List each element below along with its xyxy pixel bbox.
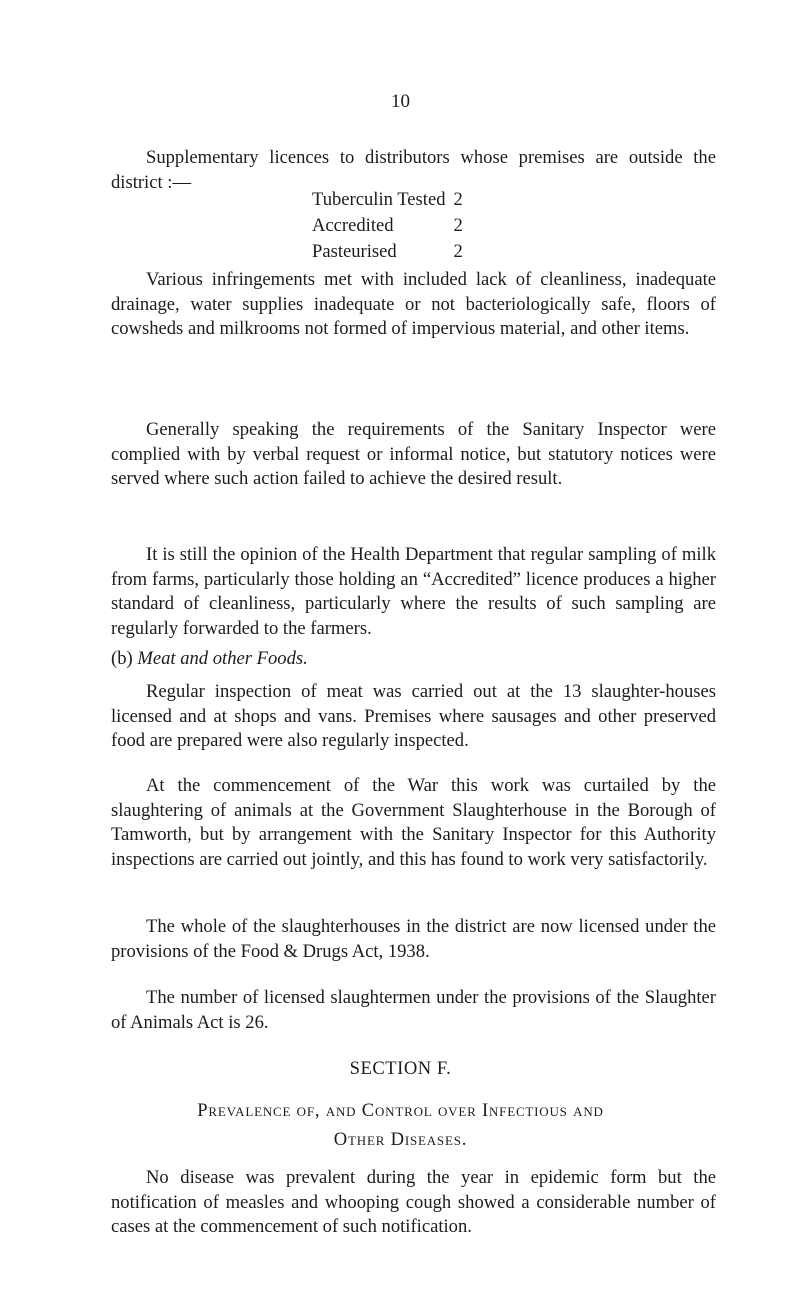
licence-table bbox=[312, 189, 463, 267]
licence-count: 2 bbox=[453, 241, 463, 262]
meat-paragraph-slaughtermen bbox=[111, 986, 716, 1035]
meat-heading-title: Meat and other Foods. bbox=[137, 648, 308, 669]
licence-label: Pasteurised bbox=[312, 241, 397, 262]
milk-paragraph-sampling bbox=[111, 543, 716, 641]
milk-paragraph-requirements bbox=[111, 418, 716, 492]
paragraph: The whole of the slaughterhouses in the district are now licensed under the provisions of the Food & Drugs Act, 1938. bbox=[111, 916, 716, 962]
licence-count: 2 bbox=[453, 189, 463, 210]
page-number: 10 bbox=[391, 91, 410, 112]
meat-paragraph-licensed bbox=[111, 915, 716, 964]
licence-label: Accredited bbox=[312, 215, 394, 236]
licence-row bbox=[312, 189, 463, 215]
licence-row bbox=[312, 241, 463, 267]
licence-label: Tuberculin Tested bbox=[312, 189, 446, 210]
meat-heading bbox=[111, 648, 308, 670]
supplementary-intro-block bbox=[111, 146, 716, 195]
meat-heading-marker: (b) bbox=[111, 648, 133, 669]
licence-row bbox=[312, 215, 463, 241]
paragraph: It is still the opinion of the Health Department that regular sampling of milk from farms, particularly those holding an “Accredited” licence produces a higher standard of cleanliness, particularly where the results of such sampling are regularly forwarded to the farmers. bbox=[111, 544, 716, 639]
section-heading-line1: Prevalence of, and Control over Infectious and bbox=[197, 1100, 604, 1121]
licence-count: 2 bbox=[453, 215, 463, 236]
paragraph: The number of licensed slaughtermen under the provisions of the Slaughter of Animals Act is 26. bbox=[111, 987, 716, 1033]
milk-paragraph-infringements bbox=[111, 268, 716, 342]
supplementary-intro: Supplementary licences to distributors whose premises are outside the district :— bbox=[111, 147, 716, 193]
meat-paragraph-inspection bbox=[111, 680, 716, 754]
section-label: SECTION F. bbox=[349, 1058, 452, 1079]
section-paragraph bbox=[111, 1166, 716, 1240]
paragraph: Generally speaking the requirements of the Sanitary Inspector were complied with by verbal request or informal notice, but statutory notices were served where such action failed to achieve the desired result. bbox=[111, 419, 716, 489]
paragraph: At the commencement of the War this work was curtailed by the slaughtering of animals at the Government Slaughterhouse in the Borough of Tamworth, but by arrangement with the Sanitary Inspector for this Authority inspections are carried out jointly, and this has found to work very satisfactorily. bbox=[111, 775, 716, 870]
paragraph: Various infringements met with included lack of cleanliness, inadequate drainage, water supplies inadequate or not bacteriologically safe, floors of cowsheds and milkrooms not formed of impervious material, and other items. bbox=[111, 269, 716, 339]
meat-paragraph-war bbox=[111, 774, 716, 872]
section-heading-line2: Other Diseases. bbox=[333, 1129, 468, 1150]
paragraph: No disease was prevalent during the year in epidemic form but the notification of measles and whooping cough showed a considerable number of cases at the commencement of such notification. bbox=[111, 1167, 716, 1237]
paragraph: Regular inspection of meat was carried out at the 13 slaughter-houses licensed and at shops and vans. Premises where sausages and other preserved food are prepared were also regularly inspected. bbox=[111, 681, 716, 751]
